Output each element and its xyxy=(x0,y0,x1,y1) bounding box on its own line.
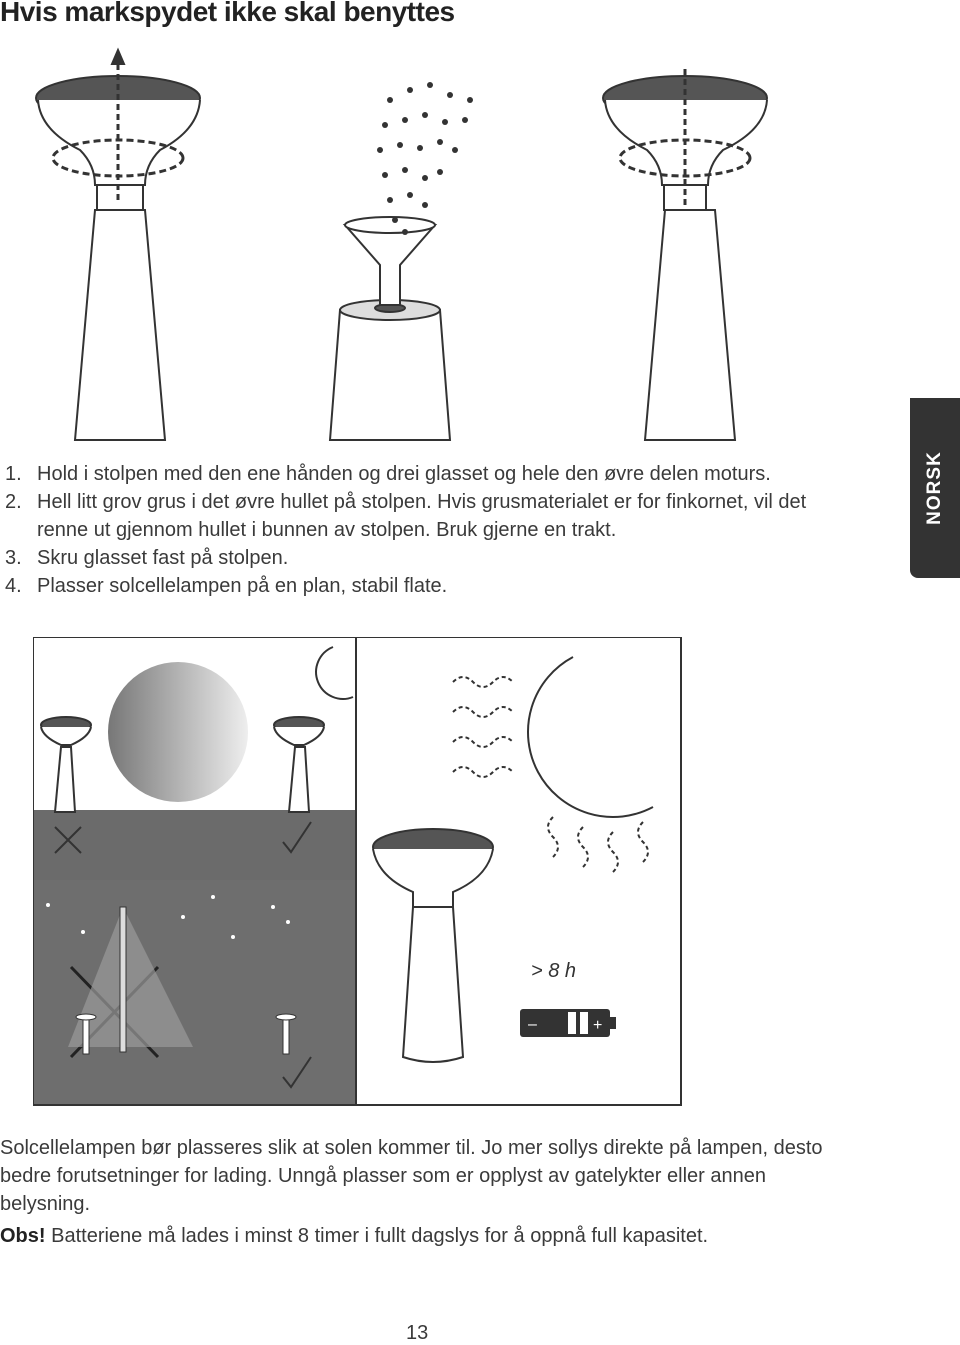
assembly-illustration xyxy=(0,40,900,460)
step-item: 3. Skru glasset fast på stolpen. xyxy=(5,547,289,569)
body-text: Solcellelampen bør plasseres slik at solen kommer til. Jo mer sollys direkte på lampen, desto bedre forutsetninger for lading. Unngå plasser som er opplyst av gatelykter eller annen belysning. xyxy=(0,1137,823,1215)
tree-shadow xyxy=(108,662,248,802)
step-item: 1. Hold i stolpen med den ene hånden og drei glasset og hele den øvre delen moturs. xyxy=(5,463,771,485)
instruction-steps xyxy=(5,460,837,600)
step-item: 4. Plasser solcellelampen på en plan, stabil flate. xyxy=(5,575,448,597)
battery-icon xyxy=(520,1009,616,1037)
note: Obs! Batteriene må lades i minst 8 timer i fullt dagslys for å oppnå full kapasitet. xyxy=(0,1225,709,1247)
charge-time-label: > 8 h xyxy=(531,960,577,982)
language-tab: NORSK xyxy=(910,398,960,578)
svg-text:+: + xyxy=(593,1017,603,1034)
page-title: Hvis markspydet ikke skal benyttes xyxy=(0,0,455,27)
page-number: 13 xyxy=(406,1322,429,1344)
step-item: 2. Hell litt grov grus i det øvre hullet på stolpen. Hvis grusmaterialet er for finkornet, vil det renne ut gjennom hullet i bunnen av stolpen. Bruk gjerne en trakt. xyxy=(5,491,807,541)
placement-illustration xyxy=(33,637,683,1107)
svg-text:–: – xyxy=(528,1016,537,1033)
